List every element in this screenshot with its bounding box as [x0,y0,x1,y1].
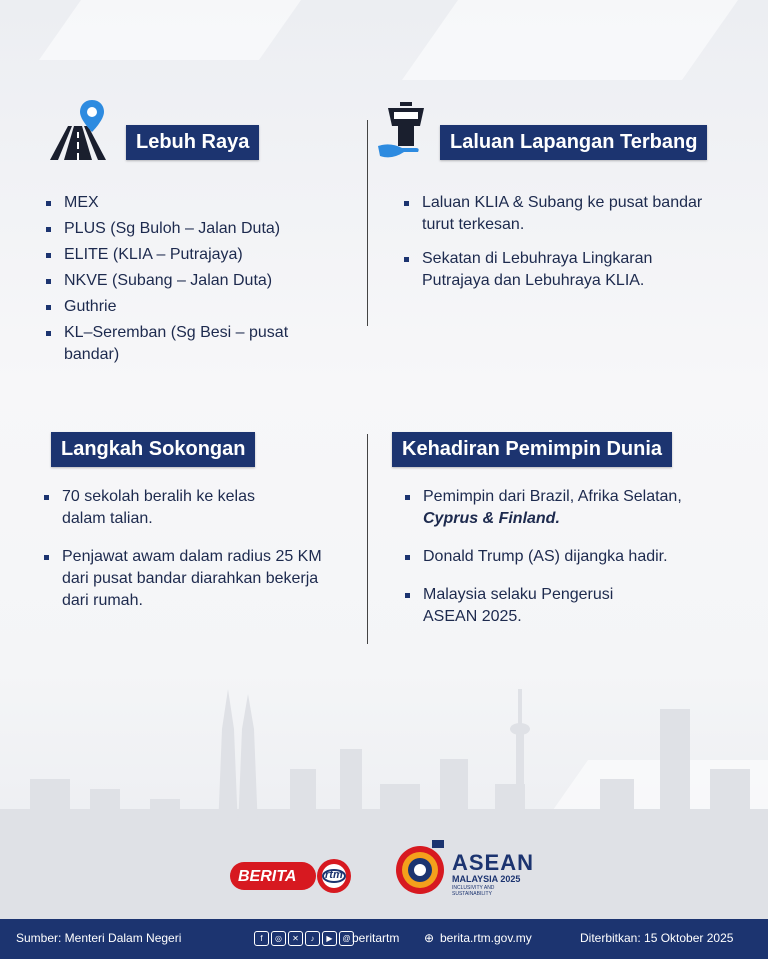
footer-social-handle[interactable]: beritartm [352,931,400,945]
list-item: PLUS (Sg Buloh – Jalan Duta) [46,218,316,240]
rtm-text: rtm [325,869,343,881]
globe-icon: ⊕ [424,931,435,945]
youtube-icon[interactable]: ▶ [322,931,337,946]
berita-text: BERITA [238,868,297,885]
social-icons [254,931,354,946]
city-skyline [0,689,768,919]
list-langkah-sokongan [44,486,324,612]
list-item-emphasis: Cyprus & Finland. [423,510,560,527]
tiktok-icon[interactable]: ♪ [305,931,320,946]
list-item: NKVE (Subang – Jalan Duta) [46,270,316,292]
heading-langkah-sokongan: Langkah Sokongan [51,432,255,467]
list-item: 70 sekolah beralih ke kelas dalam talian. [44,486,292,530]
list-item-text: Pemimpin dari Brazil, Afrika Selatan, [423,488,682,505]
list-item: Donald Trump (AS) dijangka hadir. [405,546,735,568]
instagram-icon[interactable]: ◎ [271,931,286,946]
list-laluan-lapangan [404,192,714,292]
footer [0,919,768,959]
list-item: ELITE (KLIA – Putrajaya) [46,244,316,266]
list-item: Malaysia selaku Pengerusi ASEAN 2025. [405,584,653,628]
divider-bottom [367,434,368,644]
footer-source: Sumber: Menteri Dalam Negeri [16,931,182,945]
list-item: Guthrie [46,296,316,318]
list-item: KL–Seremban (Sg Besi – pusat bandar) [46,322,294,366]
list-item [405,486,735,530]
asean-logo [392,840,535,897]
list-item: Penjawat awam dalam radius 25 KM dari pusat bandar diarahkan bekerja dari rumah. [44,546,322,612]
footer-website[interactable]: berita.rtm.gov.my [440,931,532,945]
list-lebuh-raya [46,192,316,366]
x-icon[interactable]: ✕ [288,931,303,946]
divider-top [367,120,368,326]
facebook-icon[interactable]: f [254,931,269,946]
asean-emblem-icon [392,840,448,896]
asean-subtitle: MALAYSIA 2025 [452,874,521,884]
berita-rtm-logo [228,858,356,894]
heading-lebuh-raya: Lebuh Raya [126,125,259,160]
heading-kehadiran: Kehadiran Pemimpin Dunia [392,432,672,467]
list-item: Sekatan di Lebuhraya Lingkaran Putrajaya dan Lebuhraya KLIA. [404,248,722,292]
footer-published: Diterbitkan: 15 Oktober 2025 [580,931,734,945]
asean-tagline: INCLUSIVITY AND SUSTAINABILITY [452,885,495,897]
heading-laluan-lapangan: Laluan Lapangan Terbang [440,125,707,160]
highway-pin-icon [46,98,110,168]
list-item: Laluan KLIA & Subang ke pusat bandar turut terkesan. [404,192,712,236]
list-kehadiran [405,486,735,628]
threads-icon[interactable]: @ [339,931,354,946]
asean-title: ASEAN [452,850,535,875]
control-tower-icon [376,102,436,162]
list-item: MEX [46,192,316,214]
